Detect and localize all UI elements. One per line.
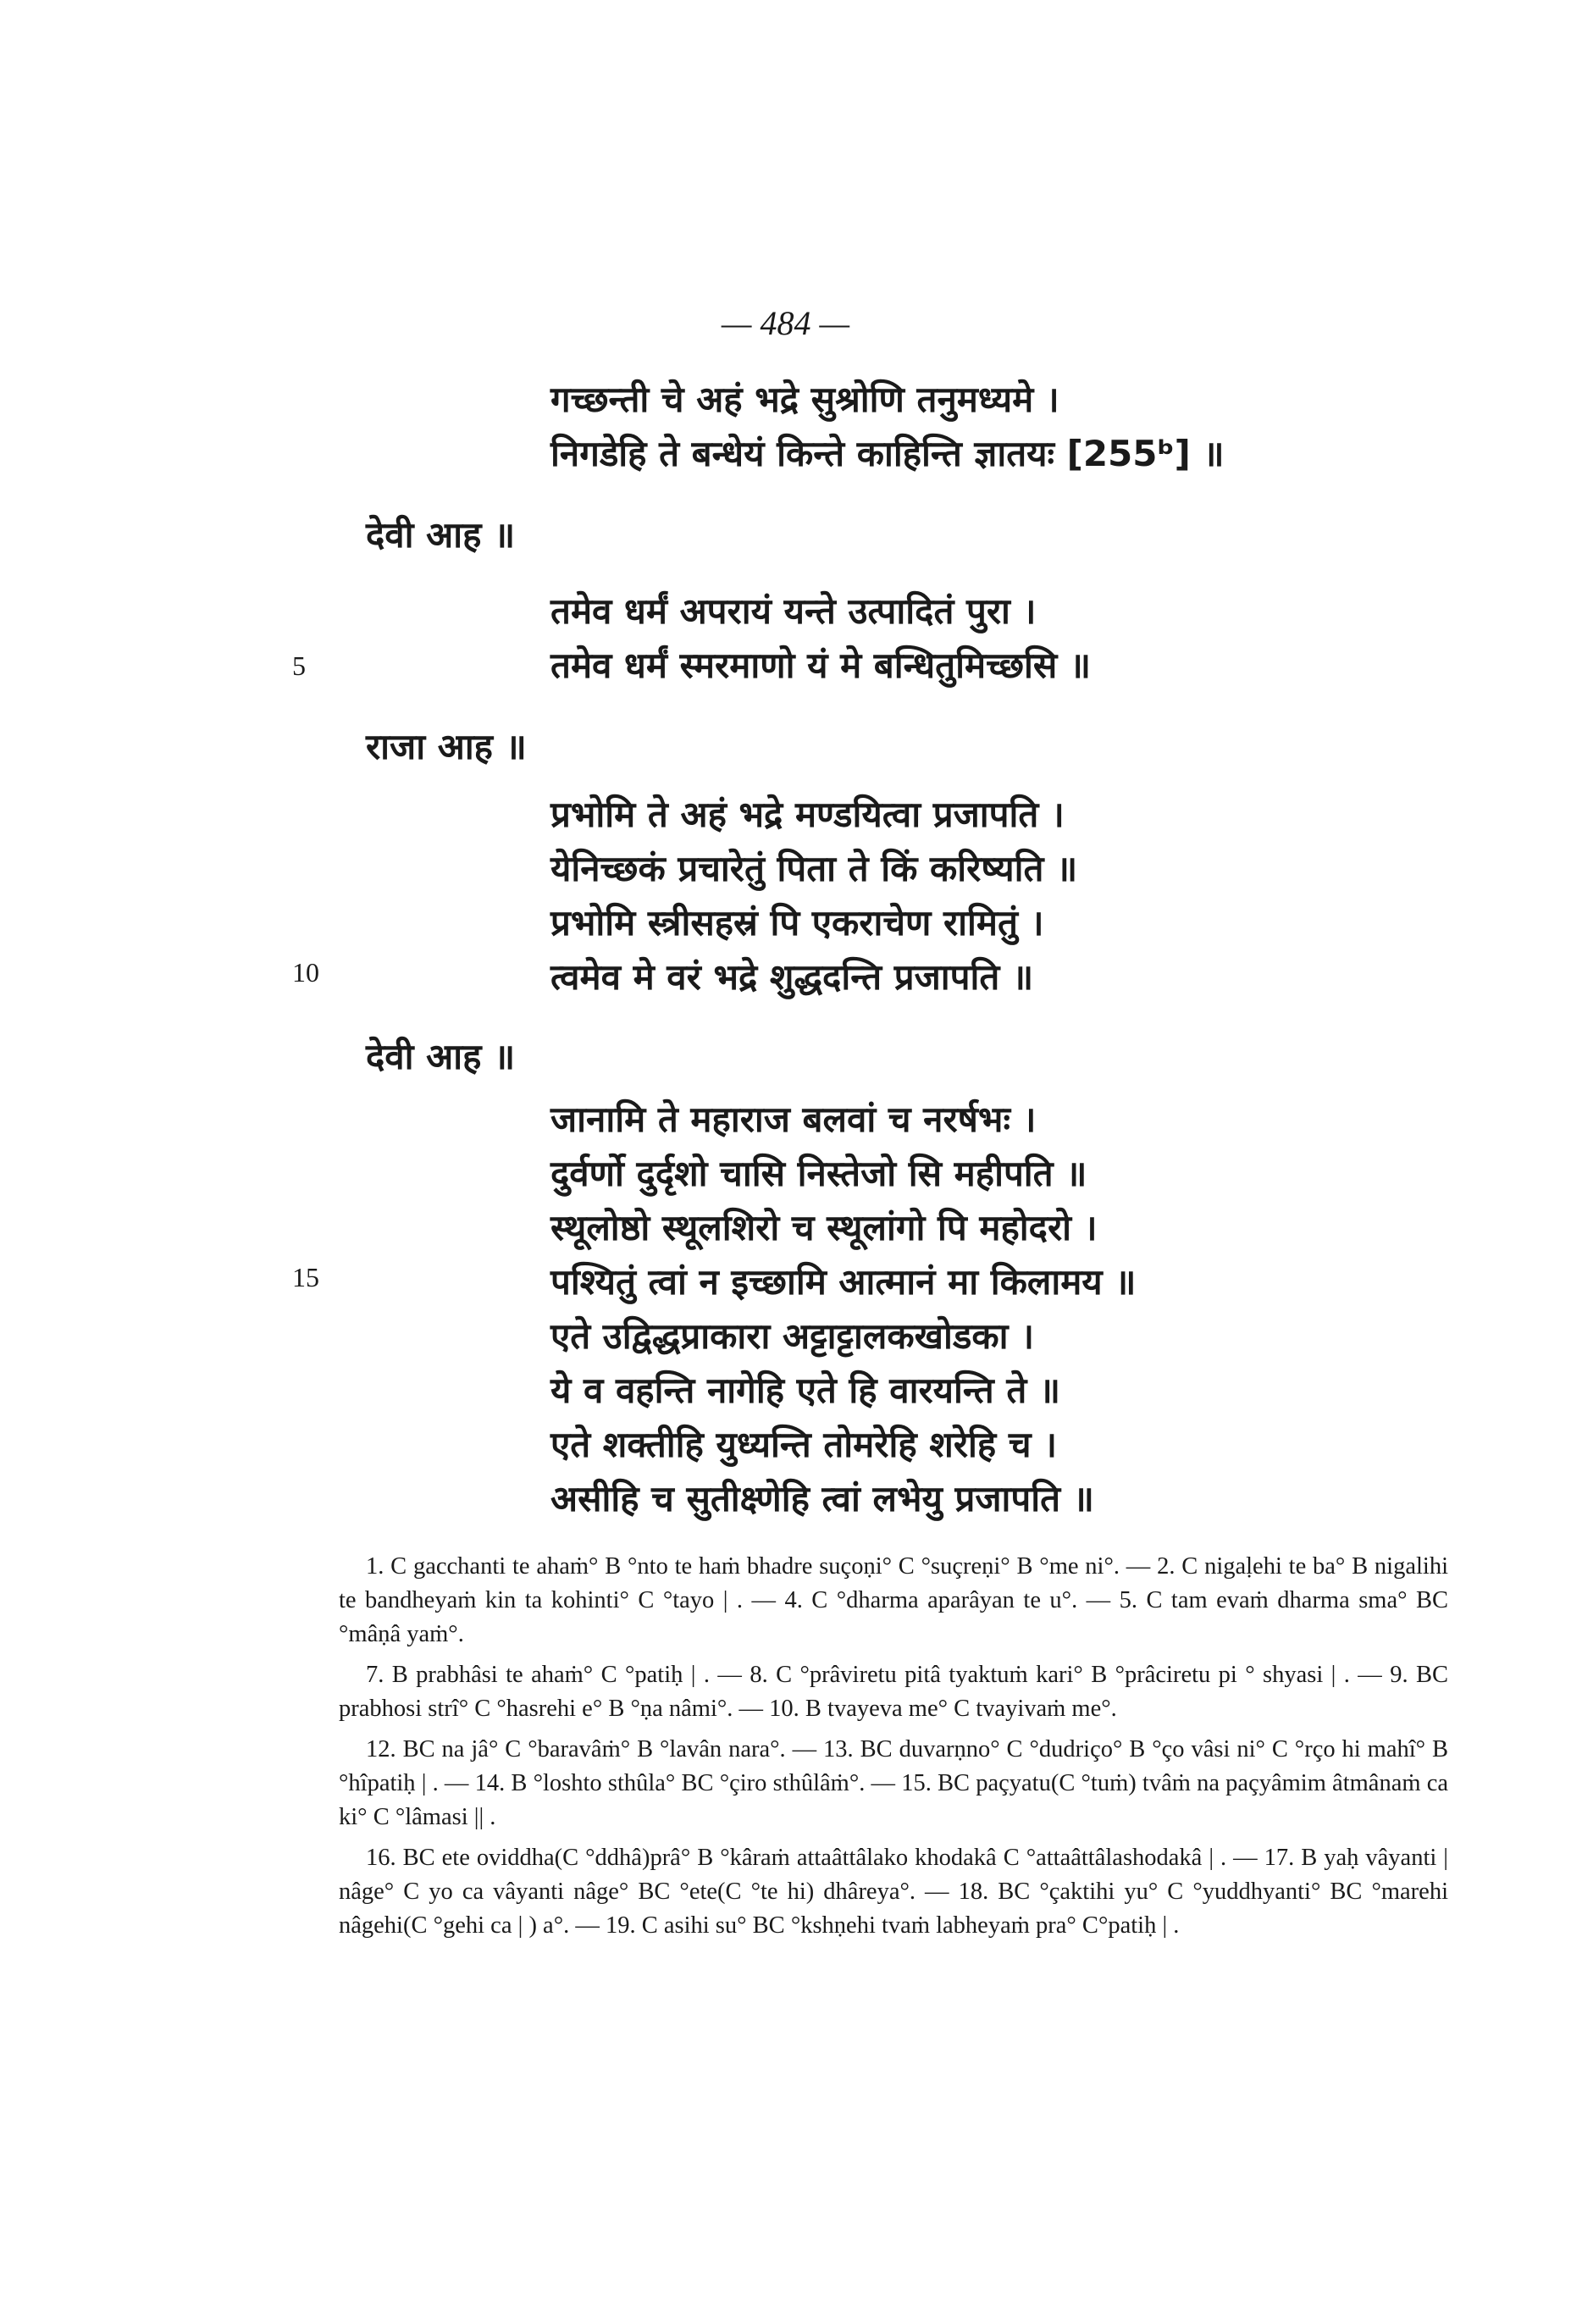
verse-line: एते शक्तीहि युध्यन्ति तोमरेहि शरेहि च । [550,1424,1058,1465]
verse-line: त्वमेव मे वरं भद्रे शुद्धदन्ति प्रजापति ॥ [550,956,1034,998]
line-number: 10 [292,957,319,988]
line-number: 15 [292,1262,319,1292]
verse-line: तमेव धर्मं अपरायं यन्ते उत्पादितं पुरा । [550,590,1037,632]
verse-line: प्रभोमि स्त्रीसहस्रं पि एकराचेण रामितुं । [550,902,1044,943]
verse-line: प्रभोमि ते अहं भद्रे मण्डयित्वा प्रजापति । [550,794,1065,835]
verse-line: निगडेहि ते बन्धेयं किन्ते काहिन्ति ज्ञातयः [255ᵇ] ॥ [550,433,1225,474]
verse-line: असीहि च सुतीक्ष्णेहि त्वां लभेयु प्रजापति ॥ [550,1478,1094,1519]
speaker-heading: देवी आह ॥ [366,1036,516,1077]
verse-line: तमेव धर्मं स्मरमाणो यं मे बन्धितुमिच्छसि ॥ [550,645,1092,686]
footnote-paragraph: 1. C gacchanti te ahaṁ° B °nto te haṁ bhadre suçoṇi° C °suçreṇi° B °me ni°. — 2. C nigaḷehi te ba° B nigalihi te bandheyaṁ kin ta kohinti° C °tayo | . — 4. C °dharma aparâyan te u°. — 5. C tam evaṁ dharma sma° BC °mâṇâ yaṁ°. [339,1553,1448,1647]
verse-line: स्थूलोष्ठो स्थूलशिरो च स्थूलांगो पि महोदरो । [550,1207,1098,1248]
verse-line: गच्छन्ती चे अहं भद्रे सुश्रोणि तनुमध्यमे । [550,379,1059,420]
verse-line: येनिच्छकं प्रचारेतुं पिता ते किं करिष्यति ॥ [550,848,1078,889]
speaker-heading: राजा आह ॥ [366,726,527,767]
speaker-heading: देवी आह ॥ [366,514,516,556]
verse-block-2 [550,584,1313,693]
footnote-paragraph: 7. B prabhâsi te ahaṁ° C °patiḥ | . — 8. C °prâviretu pitâ tyaktuṁ kari° B °prâciretu pi ° shyasi | . — 9. BC prabhosi strî° C °hasrehi e° B °ṇa nâmi°. — 10. B tvayeva me° C tvayivaṁ me°. [339,1662,1448,1722]
footnotes [339,1550,1448,1950]
footnote-paragraph: 12. BC na jâ° C °baravâṁ° B °lavân nara°. — 13. BC duvarṇno° C °dudriço° B °ço vâsi ni° C °rço hi mahî° B °hîpatiḥ | . — 14. B °loshto sthûla° BC °çiro sthûlâṁ°. — 15. BC paçyatu(C °tuṁ) tvâṁ na paçyâmim âtmânaṁ ca ki° C °lâmasi || . [339,1736,1448,1830]
line-number: 5 [292,650,306,681]
verse-block-1 [550,373,1313,481]
verse-line: ये व वहन्ति नागेहि एते हि वारयन्ति ते ॥ [550,1370,1061,1411]
footnote-paragraph: 16. BC ete oviddha(C °ddhâ)prâ° B °kâraṁ attaâttâlako khodakâ C °attaâttâlashodakâ | . — 17. B yaḥ vâyanti | nâge° C yo ca vâyanti nâge° BC °ete(C °te hi) dhâreya°. — 18. BC °çaktihi yu° C °yuddhyanti° BC °marehi nâgehi(C °gehi ca | ) a°. — 19. C asihi su° BC °kshṇehi tvaṁ labheyaṁ pra° C°patiḥ | . [339,1845,1448,1939]
verse-block-4 [550,1093,1313,1526]
verse-line: जानामि ते महाराज बलवां च नरर्षभः । [550,1098,1037,1140]
verse-line: पश्यितुं त्वां न इच्छामि आत्मानं मा किलामय ॥ [550,1261,1137,1303]
verse-line: दुर्वर्णो दुर्दृशो चासि निस्तेजो सि महीपति ॥ [550,1153,1087,1194]
verse-block-3 [550,788,1313,1004]
verse-line: एते उद्विद्धप्राकारा अट्टाट्टालकखोडका । [550,1315,1035,1357]
page-number: — 484 — [721,304,850,342]
